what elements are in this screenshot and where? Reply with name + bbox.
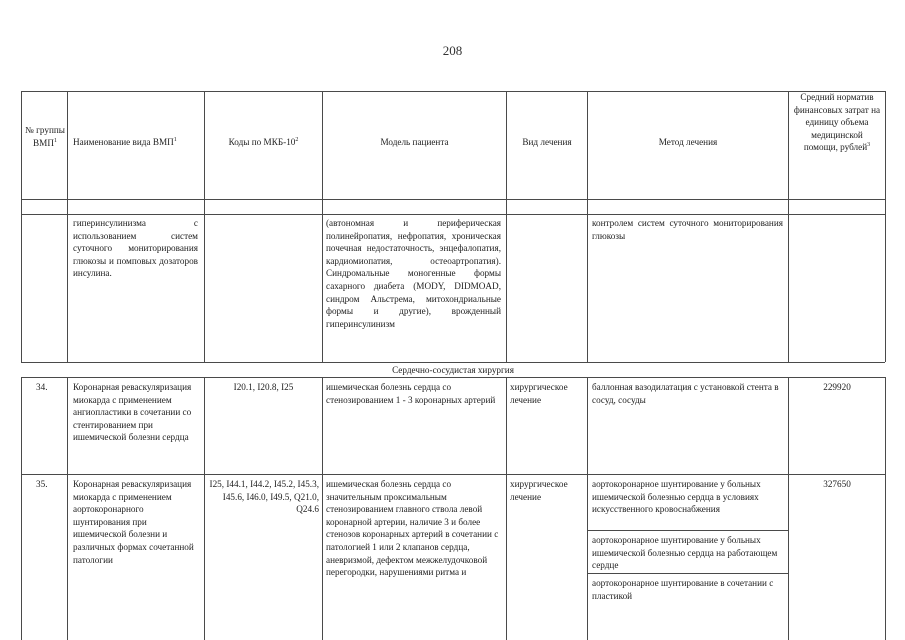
row-35-treatment-type: хирургическое лечение [510, 479, 568, 502]
column-divider [204, 91, 205, 362]
row-34-patient-model: ишемическая болезнь сердца со стенозированием 1 - 3 коронарных артерий [326, 382, 496, 405]
section-bottom-line [21, 377, 885, 378]
column-divider [204, 377, 205, 640]
column-divider [587, 91, 588, 362]
row-34-vmp-name: Коронарная реваскуляризация миокарда с применением ангиопластики в сочетании со стентированием при ишемической болезни сердца [73, 382, 192, 443]
column-divider [788, 377, 789, 640]
column-divider [587, 377, 588, 640]
row-34-number: 34. [36, 382, 48, 392]
header-group-number: № группы ВМП$^1$ [25, 125, 65, 148]
header-divider [21, 199, 885, 200]
header-treatment-type: Вид лечения [522, 137, 572, 147]
row-34-treatment-type: хирургическое лечение [510, 382, 568, 405]
column-divider [67, 377, 68, 640]
table-border-left [21, 91, 22, 362]
row-35-patient-model: ишемическая болезнь сердца со значительным проксимальным стенозированием главного ствола левой коронарной артерии, наличие 3 и более стенозов коронарных артерий в сочетании с патологией 1 или 2 клапанов сердца, аневризмой, дефектом межжелудочковой перегородки, нарушениями ритма и [326, 479, 499, 578]
table-border-left [21, 377, 22, 640]
section-title: Сердечно-сосудистая хирургия [392, 365, 514, 375]
table-border-right [885, 377, 886, 640]
row-35-cost: 327650 [823, 479, 851, 489]
column-divider [788, 91, 789, 362]
header-patient-model: Модель пациента [380, 137, 449, 147]
row-35-number: 35. [36, 479, 48, 489]
row-35-method-3: аортокоронарное шунтирование в сочетании с пластикой [592, 578, 774, 601]
table-border-right [885, 91, 886, 362]
column-divider [322, 377, 323, 640]
header-divider-bottom [21, 214, 885, 215]
continuation-patient-model: (автономная и периферическая полинейропатия, нефропатия, хроническая почечная недостаточность, энцефалопатия, кардиомиопатия, остеоартропатия). Синдромальные моногенные формы сахарного диабета (MODY, DIDMOAD, синдром Альстрема, митохондриальные формы и другие), врожденный гиперинсулинизм [326, 218, 501, 329]
header-average-cost: Средний норматив финансовых затрат на единицу объема медицинской помощи, рублей$^3$ [793, 92, 881, 153]
column-divider [506, 377, 507, 640]
row-35-icd-codes: I25, I44.1, I44.2, I45.2, I45.3, I45.6, I46.0, I49.5, Q21.0, Q24.6 [209, 479, 319, 515]
table-border-top [21, 91, 885, 92]
row-divider [21, 474, 885, 475]
column-divider [322, 91, 323, 362]
row-35-method-1: аортокоронарное шунтирование у больных ишемической болезнью сердца в условиях искусственного кровоснабжения [592, 479, 761, 515]
row-34-icd-codes: I20.1, I20.8, I25 [233, 382, 294, 392]
header-vmp-name: Наименование вида ВМП$^1$ [73, 136, 177, 147]
row-34-cost: 229920 [823, 382, 851, 392]
header-treatment-method: Метод лечения [658, 137, 718, 147]
row-34-method: баллонная вазодилатация с установкой стента в сосуд, сосуды [592, 382, 779, 405]
continuation-vmp-name: гиперинсулинизма с использованием систем суточного мониторирования глюкозы и помповых дозаторов инсулина. [73, 218, 198, 279]
row-35-method-2: аортокоронарное шунтирование у больных ишемической болезнью сердца на работающем сердце [592, 535, 778, 571]
method-divider [587, 530, 788, 531]
page-number: 208 [442, 43, 463, 58]
section-top-line [21, 362, 885, 363]
header-icd-codes: Коды по МКБ-$10^2$ [228, 136, 299, 147]
method-divider [587, 573, 788, 574]
row-35-vmp-name: Коронарная реваскуляризация миокарда с применением аортокоронарного шунтирования при ишемической болезни и различных формах сочетанной патологии [73, 479, 194, 565]
continuation-method: контролем систем суточного мониторирования глюкозы [592, 218, 783, 241]
column-divider [67, 91, 68, 362]
column-divider [506, 91, 507, 362]
